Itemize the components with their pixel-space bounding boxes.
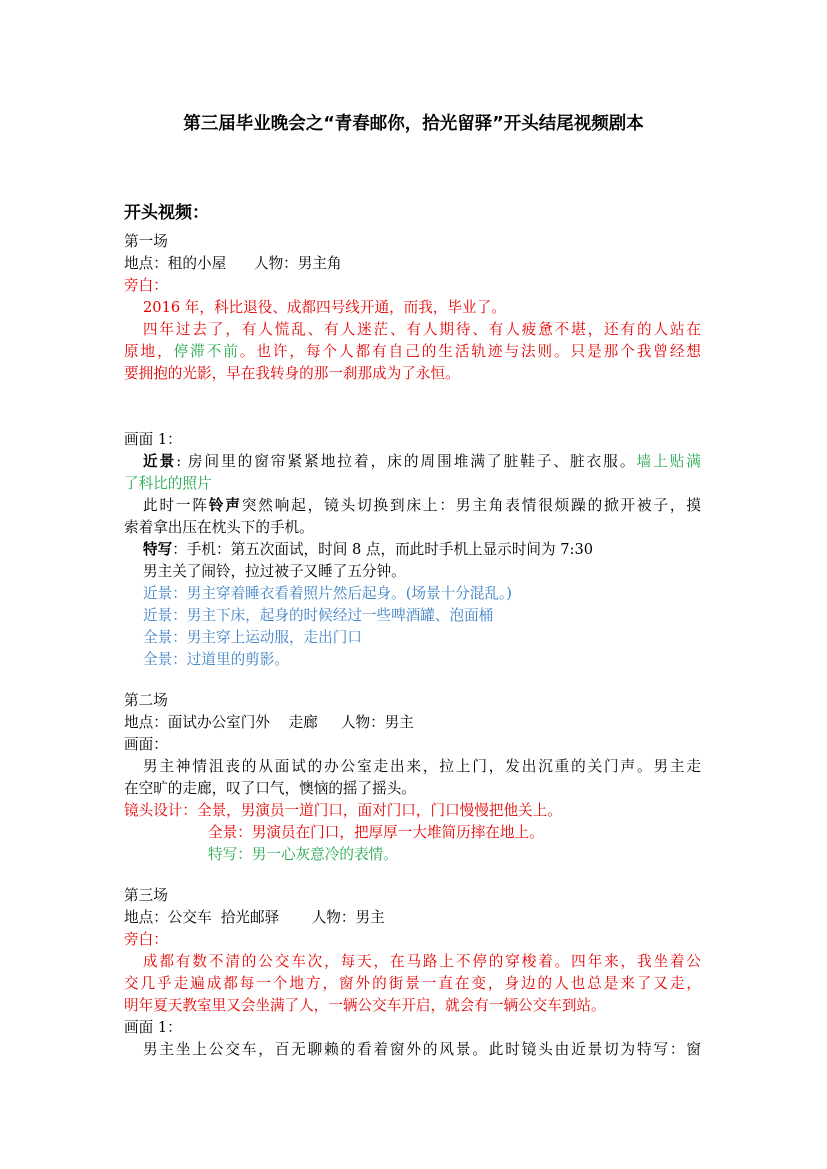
- scene-2-frame-line: 在空旷的走廊，叹了口气，懊恼的摇了摇头。: [124, 780, 416, 797]
- scene-1-place: 地点：租的小屋 人物：男主角: [124, 255, 342, 272]
- scene-3-frame-line: 男主坐上公交车，百无聊赖的看着窗外的风景。此时镜头由近景切为特写：窗: [143, 1041, 701, 1058]
- keyword: 近景: [143, 453, 177, 470]
- scene-1-narration-line: 2016 年，科比退役、成都四号线开通，而我，毕业了。: [143, 299, 506, 316]
- keyword: 铃声: [208, 497, 242, 514]
- scene-1-narration-line: [124, 341, 701, 363]
- text-segment: 此时一阵: [143, 497, 209, 514]
- scene-1-narration-line: 四年过去了，有人慌乱、有人迷茫、有人期待、有人疲惫不堪，还有的人站在: [143, 321, 701, 338]
- scene-3-narration-line: 成都有数不清的公交车次，每天，在马路上不停的穿梭着。四年来，我坐着公: [143, 953, 701, 970]
- scene-2-lens-line: 特写：男一心灰意冷的表情。: [208, 846, 398, 863]
- text-segment: 墙上贴满: [636, 453, 701, 470]
- text-segment: 突然响起，镜头切换到床上：男主角表情很烦躁的掀开被子，摸: [241, 497, 701, 514]
- scene-1-frame-line: [143, 539, 728, 561]
- scene-1-frame-line: 了科比的照片: [124, 475, 212, 492]
- section-heading: 开头视频：: [124, 203, 209, 223]
- text-segment: 全景，男演员一道门口，面对门口，门口慢慢把他关上。: [196, 802, 562, 819]
- scene-1-frame-line: 近景：男主穿着睡衣看着照片然后起身。(场景十分混乱。): [143, 585, 512, 602]
- lens-label: 镜头设计：: [124, 802, 197, 819]
- scene-1-frame-line: 近景：男主下床，起身的时候经过一些啤酒罐、泡面桶: [143, 607, 494, 624]
- scene-2-place: 地点：面试办公室门外 走廊 人物：男主: [124, 714, 414, 731]
- text-segment: 原地，: [124, 343, 174, 360]
- scene-2-frame-line: 男主神情沮丧的从面试的办公室走出来，拉上门，发出沉重的关门声。男主走: [143, 758, 701, 775]
- scene-2-frame-label: 画面：: [124, 736, 168, 753]
- text-segment: : 房间里的窗帘紧紧地拉着，床的周围堆满了脏鞋子、脏衣服。: [176, 453, 637, 470]
- scene-1-frame-line: 全景：过道里的剪影。: [143, 651, 289, 668]
- scene-1-frame-line: 男主关了闹铃，拉过被子又睡了五分钟。: [143, 563, 406, 580]
- scene-1-frame-line: [143, 451, 701, 473]
- scene-3-place: 地点：公交车 拾光邮驿 人物：男主: [124, 909, 385, 926]
- text-segment: 。也许，每个人都有自己的生活轨迹与法则。只是那个我曾经想: [239, 343, 701, 360]
- text-segment: ：手机：第五次面试，时间 8 点，而此时手机上显示时间为 7:30: [172, 541, 594, 558]
- keyword: 特写: [143, 541, 173, 558]
- scene-2-label: 第二场: [124, 692, 168, 709]
- scene-2-lens-line: 全景：男演员在门口，把厚厚一大堆简历摔在地上。: [208, 824, 544, 841]
- scene-1-frame-label: 画面 1：: [124, 431, 182, 448]
- scene-2-lens-line: [124, 800, 709, 822]
- document-title: 第三届毕业晚会之“青春邮你，拾光留驿”开头结尾视频剧本: [183, 114, 644, 134]
- scene-3-narration-label: 旁白：: [124, 931, 168, 948]
- scene-1-frame-line: 索着拿出压在枕头下的手机。: [124, 519, 314, 536]
- scene-3-frame-label: 画面 1：: [124, 1019, 182, 1036]
- scene-1-label: 第一场: [124, 233, 168, 250]
- scene-1-frame-line: [143, 495, 701, 517]
- text-segment: 停滞不前: [173, 343, 240, 360]
- scene-1-frame-line: 全景：男主穿上运动服，走出门口: [143, 629, 362, 646]
- scene-3-narration-line: 明年夏天教室里又会坐满了人，一辆公交车开启，就会有一辆公交车到站。: [124, 997, 606, 1014]
- scene-1-narration-label: 旁白：: [124, 277, 168, 294]
- scene-3-label: 第三场: [124, 887, 168, 904]
- scene-3-narration-line: 交几乎走遍成都每一个地方，窗外的街景一直在变，身边的人也总是来了又走，: [124, 975, 701, 992]
- scene-1-narration-line: 要拥抱的光影，早在我转身的那一刹那成为了永恒。: [124, 365, 460, 382]
